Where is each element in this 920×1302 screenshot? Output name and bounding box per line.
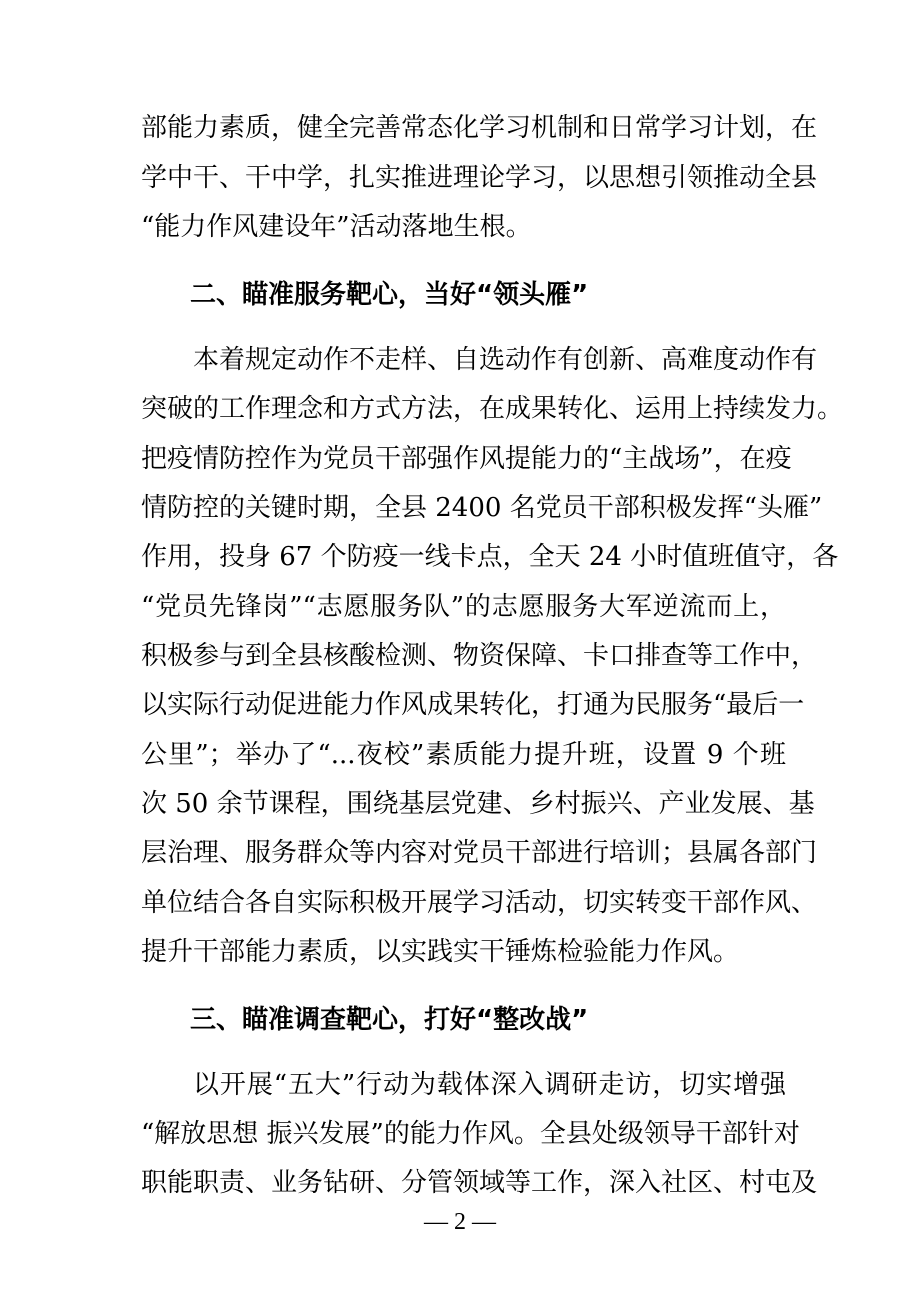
paragraph-line: 层治理、服务群众等内容对党员干部进行培训；县属各部门 <box>141 838 818 868</box>
paragraph-line: 作用，投身 67 个防疫一线卡点，全天 24 小时值班值守，各 <box>141 542 839 572</box>
paragraph-line: 情防控的关键时期，全县 2400 名党员干部积极发挥“头雁” <box>141 493 823 523</box>
paragraph-line: “解放思想 振兴发展”的能力作风。全县处级领导干部针对 <box>141 1119 800 1149</box>
section-heading-3: 三、瞄准调查靶心，打好“整改战” <box>190 1005 589 1035</box>
paragraph-line: 以实际行动促进能力作风成果转化，打通为民服务“最后一 <box>141 690 805 720</box>
paragraph-line: 职能职责、业务钻研、分管领域等工作，深入社区、村屯及 <box>141 1168 818 1198</box>
paragraph-line: 提升干部能力素质，以实践实干锤炼检验能力作风。 <box>141 937 740 967</box>
section-heading-2: 二、瞄准服务靶心，当好“领头雁” <box>190 280 589 310</box>
paragraph-line: 单位结合各自实际积极开展学习活动，切实转变干部作风、 <box>141 888 818 918</box>
paragraph-line: 以开展“五大”行动为载体深入调研走访，切实增强 <box>193 1070 786 1100</box>
page-number: — 2 — <box>424 1209 496 1235</box>
paragraph-line: “党员先锋岗”“志愿服务队”的志愿服务大军逆流而上， <box>141 592 786 622</box>
paragraph-line: 公里”；举办了“...夜校”素质能力提升班，设置 9 个班 <box>141 740 786 770</box>
paragraph-line: 积极参与到全县核酸检测、物资保障、卡口排查等工作中， <box>141 641 818 671</box>
paragraph-line: 次 50 余节课程，围绕基层党建、乡村振兴、产业发展、基 <box>141 789 815 819</box>
paragraph-line: 本着规定动作不走样、自选动作有创新、高难度动作有 <box>193 345 818 375</box>
paragraph-line: 把疫情防控作为党员干部强作风提能力的“主战场”，在疫 <box>141 444 792 474</box>
paragraph-line: 部能力素质，健全完善常态化学习机制和日常学习计划，在 <box>141 113 818 143</box>
paragraph-line: 突破的工作理念和方式方法，在成果转化、运用上持续发力。 <box>141 394 844 424</box>
paragraph-line: “能力作风建设年”活动落地生根。 <box>141 212 532 242</box>
paragraph-line: 学中干、干中学，扎实推进理论学习，以思想引领推动全县 <box>141 163 818 193</box>
